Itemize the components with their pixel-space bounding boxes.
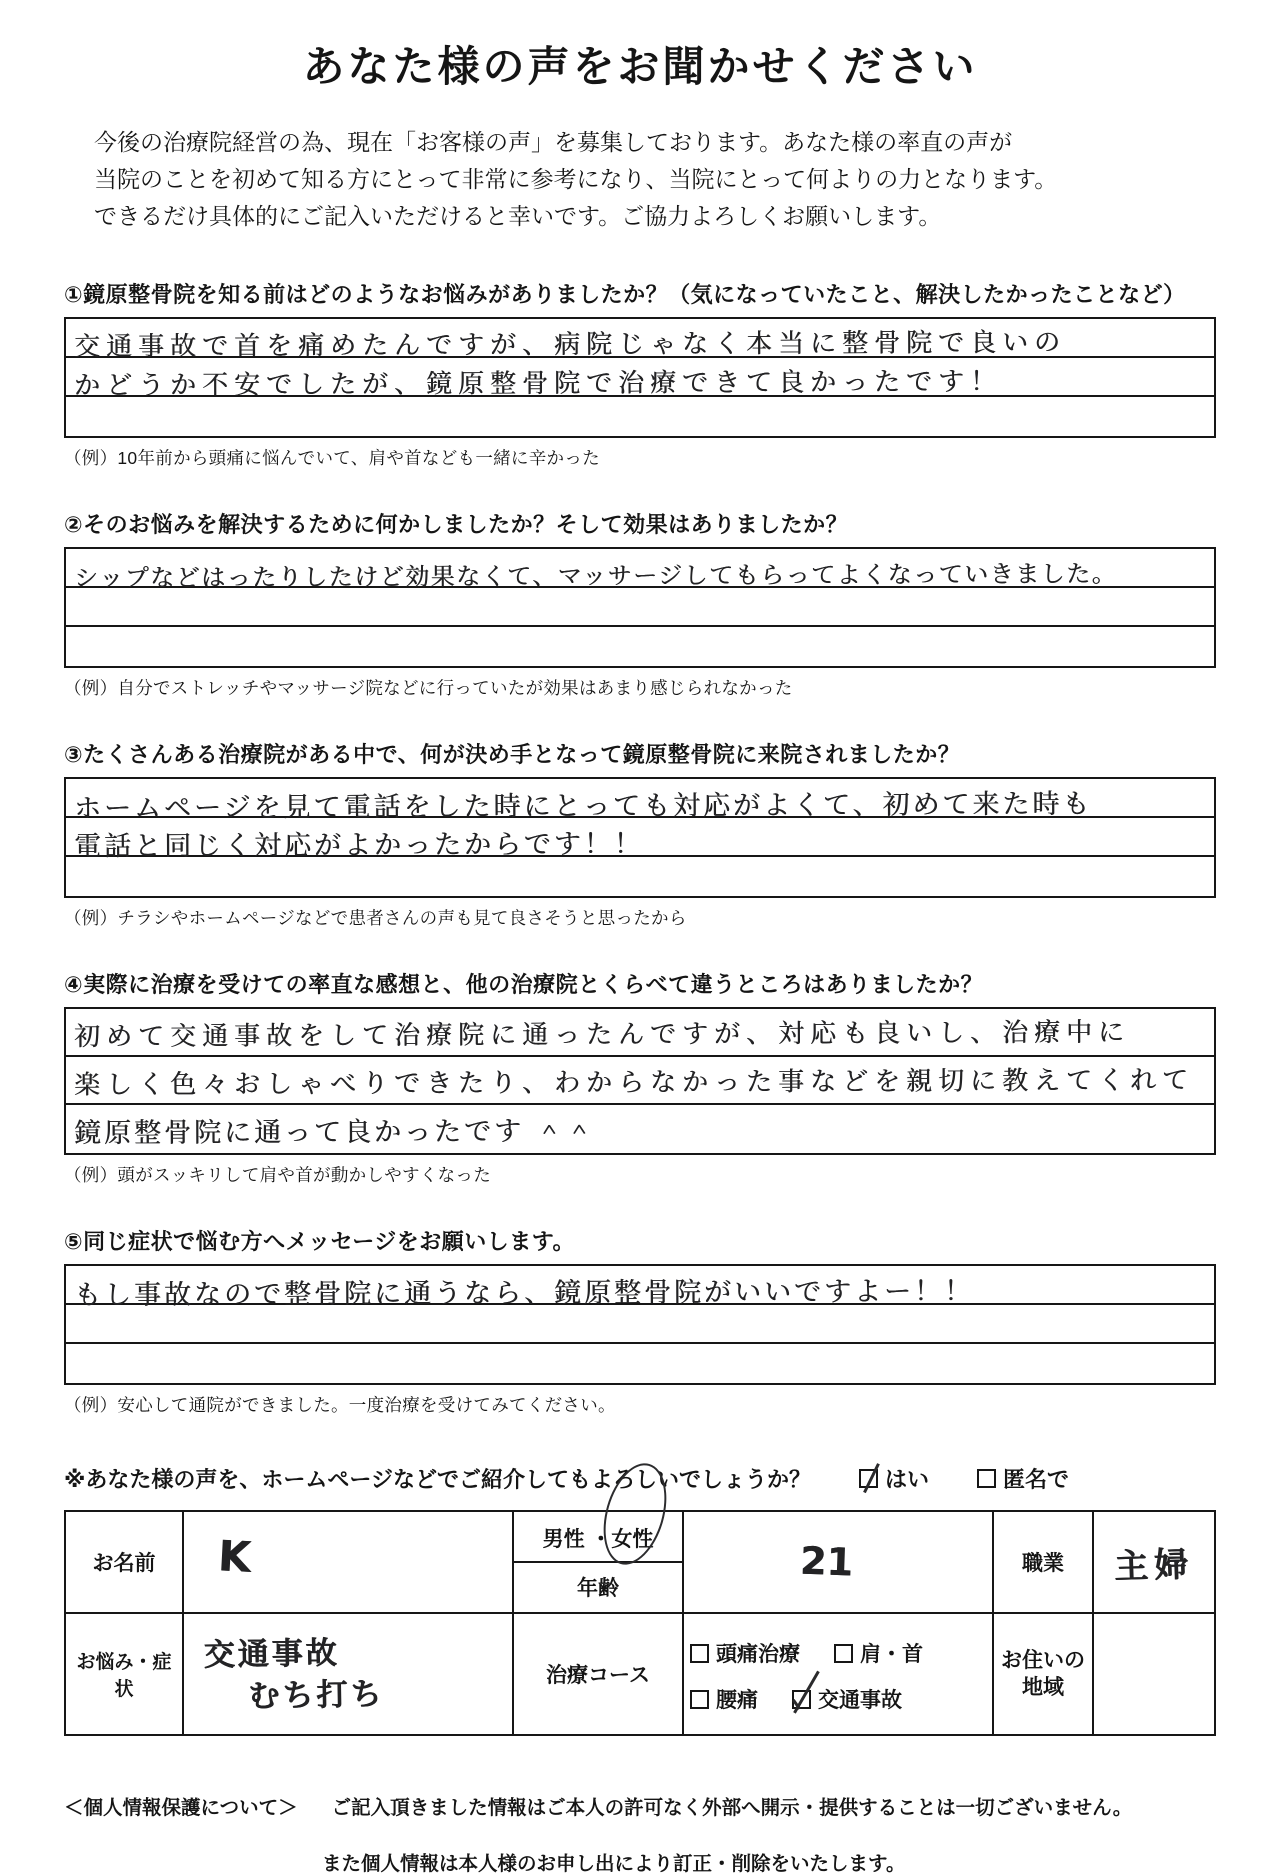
publish-permission-row (64, 1463, 1216, 1494)
checkbox-shoulder-neck-unchecked (834, 1644, 853, 1663)
course-option-traffic-accident (792, 1684, 902, 1714)
handwritten-answer-text: 楽しく色々おしゃべりできたり、わからなかった事などを親切に教えてくれて (73, 1065, 1195, 1101)
course-traffic-accident-label: 交通事故 (818, 1689, 902, 1713)
course-option-headache (690, 1638, 800, 1668)
answer-line (66, 1009, 1214, 1057)
symptom-line-1: 交通事故 (203, 1634, 340, 1674)
checkbox-headache-unchecked (690, 1644, 709, 1663)
handwritten-answer-text: 交通事故で首を痛めたんですが、病院じゃなく本当に整骨院で良いの (73, 328, 1067, 363)
privacy-footer-label: ＜個人情報保護について＞ (64, 1797, 298, 1820)
form-title: あなた様の声をお聞かせください (302, 43, 978, 90)
personal-info-table (64, 1510, 1216, 1736)
intro-line-2: 当院のことを初めて知る方にとって非常に参考になり、当院にとって何よりの力となります。 (94, 165, 1058, 192)
question-5-section (64, 1225, 1216, 1417)
privacy-footer-text-1: ご記入頂きました情報はご本人の許可なく外部へ開示・提供することは一切ございません。 (331, 1797, 1133, 1820)
checkbox-backpain-unchecked (690, 1690, 709, 1709)
checkbox-yes-checked (859, 1469, 878, 1488)
question-2-example: （例）自分でストレッチやマッサージ院などに行っていたが効果はあまり感じられなかった (64, 678, 793, 699)
handwritten-symptom (189, 1630, 506, 1719)
intro-paragraph (94, 124, 1206, 234)
intro-line-3: できるだけ具体的にご記入いただけると幸いです。ご協力よろしくお願いします。 (94, 202, 942, 229)
privacy-footer (64, 1792, 1216, 1876)
question-3-answer-box (64, 777, 1216, 898)
privacy-footer-text-2: また個人情報は本人様のお申し出により訂正・削除をいたします。 (322, 1853, 906, 1876)
answer-line (66, 549, 1214, 593)
job-value-cell (1093, 1511, 1215, 1613)
answer-line (66, 1305, 1214, 1344)
course-headache-label: 頭痛治療 (716, 1643, 800, 1667)
answer-line (66, 779, 1214, 825)
publish-permission-question: ※あなた様の声を、ホームページなどでご紹介してもよろしいでしょうか？ (64, 1467, 811, 1493)
question-5-example: （例）安心して通院ができました。一度治療を受けてみてください。 (64, 1395, 616, 1416)
question-1-label: ①鏡原整骨院を知る前はどのようなお悩みがありましたか？（気になっていたこと、解決したかったことなど） (64, 282, 1186, 308)
answer-line (66, 1105, 1214, 1153)
handwritten-answer-text: シップなどはったりしたけど効果なくて、マッサージしてもらってよくなっていきました。 (73, 560, 1118, 593)
course-shoulder-neck-label: 肩・首 (860, 1643, 923, 1667)
course-backpain-label: 腰痛 (716, 1689, 758, 1713)
question-2-section (64, 508, 1216, 700)
answer-line (66, 588, 1214, 627)
question-4-answer-box (64, 1007, 1216, 1155)
handwritten-age: 21 (799, 1539, 854, 1585)
intro-line-1: 今後の治療院経営の為、現在「お客様の声」を募集しております。あなた様の率直の声が (94, 129, 1013, 155)
course-label (513, 1613, 683, 1735)
course-options-cell (683, 1613, 993, 1735)
symptom-line-2: むち打ち (248, 1675, 385, 1715)
symptom-value-cell (183, 1613, 513, 1735)
answer-line (66, 818, 1214, 863)
answer-line (66, 358, 1214, 402)
permission-option-anonymous (977, 1463, 1069, 1494)
handwritten-answer-text: 初めて交通事故をして治療院に通ったんですが、対応も良いし、治療中に (73, 1018, 1131, 1053)
question-1-answer-box (64, 317, 1216, 438)
handwritten-name: K (216, 1531, 252, 1582)
question-1-section (64, 278, 1216, 470)
course-option-shoulder-neck (834, 1638, 923, 1668)
question-4-label: ④実際に治療を受けての率直な感想と、他の治療院とくらべて違うところはありましたか？ (64, 972, 984, 998)
handwritten-answer-text: かどうか不安でしたが、鏡原整骨院で治療できて良かったです！ (73, 367, 1003, 402)
handwritten-answer-text: ホームページを見て電話をした時にとっても対応がよくて、初めて来た時も (73, 789, 1093, 825)
area-value-cell (1093, 1613, 1215, 1735)
question-5-answer-box (64, 1264, 1216, 1385)
gender-age-cell (513, 1511, 683, 1613)
handwritten-job: 主婦 (1113, 1544, 1195, 1588)
checkbox-traffic-accident-checked (792, 1690, 811, 1709)
answer-line (66, 397, 1214, 436)
permission-yes-label: はい (884, 1467, 929, 1493)
course-label-text: 治療コース (546, 1664, 650, 1688)
answer-line (66, 1266, 1214, 1312)
name-label: お名前 (65, 1511, 183, 1613)
age-value-cell (683, 1511, 993, 1613)
handwritten-answer-text: 電話と同じく対応がよかったからです！！ (73, 829, 644, 863)
handwritten-answer-text: もし事故なので整骨院に通うなら、鏡原整骨院がいいですよー！！ (73, 1276, 975, 1312)
job-label: 職業 (993, 1511, 1093, 1613)
question-3-section (64, 738, 1216, 930)
question-3-example: （例）チラシやホームページなどで患者さんの声も見て良さそうと思ったから (64, 908, 687, 929)
question-3-label: ③たくさんある治療院がある中で、何が決め手となって鏡原整骨院に来院されましたか？ (64, 742, 961, 768)
permission-anonymous-label: 匿名で (1002, 1467, 1069, 1493)
question-4-section (64, 968, 1216, 1187)
symptom-label: お悩み・症状 (65, 1613, 183, 1735)
handwritten-answer-text: 鏡原整骨院に通って良かったです ＾＾ (73, 1116, 596, 1150)
question-2-label: ②そのお悩みを解決するために何かしましたか？そして効果はありましたか？ (64, 512, 849, 538)
course-option-backpain (690, 1684, 758, 1714)
question-1-example: （例）10年前から頭痛に悩んでいて、肩や首なども一緒に辛かった (64, 448, 600, 469)
name-value-cell (183, 1511, 513, 1613)
question-5-label: ⑤同じ症状で悩む方へメッセージをお願いします。 (64, 1229, 576, 1255)
answer-line (66, 319, 1214, 363)
answer-line (66, 1344, 1214, 1383)
answer-line (66, 627, 1214, 666)
answer-line (66, 857, 1214, 896)
question-2-answer-box (64, 547, 1216, 668)
permission-option-yes (859, 1463, 929, 1494)
answer-line (66, 1057, 1214, 1105)
area-label: お住いの地域 (993, 1613, 1093, 1735)
checkbox-anonymous-unchecked (977, 1469, 996, 1488)
age-label: 年齢 (577, 1576, 619, 1600)
gender-label: 男性 ・女性 (542, 1527, 654, 1551)
question-4-example: （例）頭がスッキリして肩や首が動かしやすくなった (64, 1165, 492, 1186)
